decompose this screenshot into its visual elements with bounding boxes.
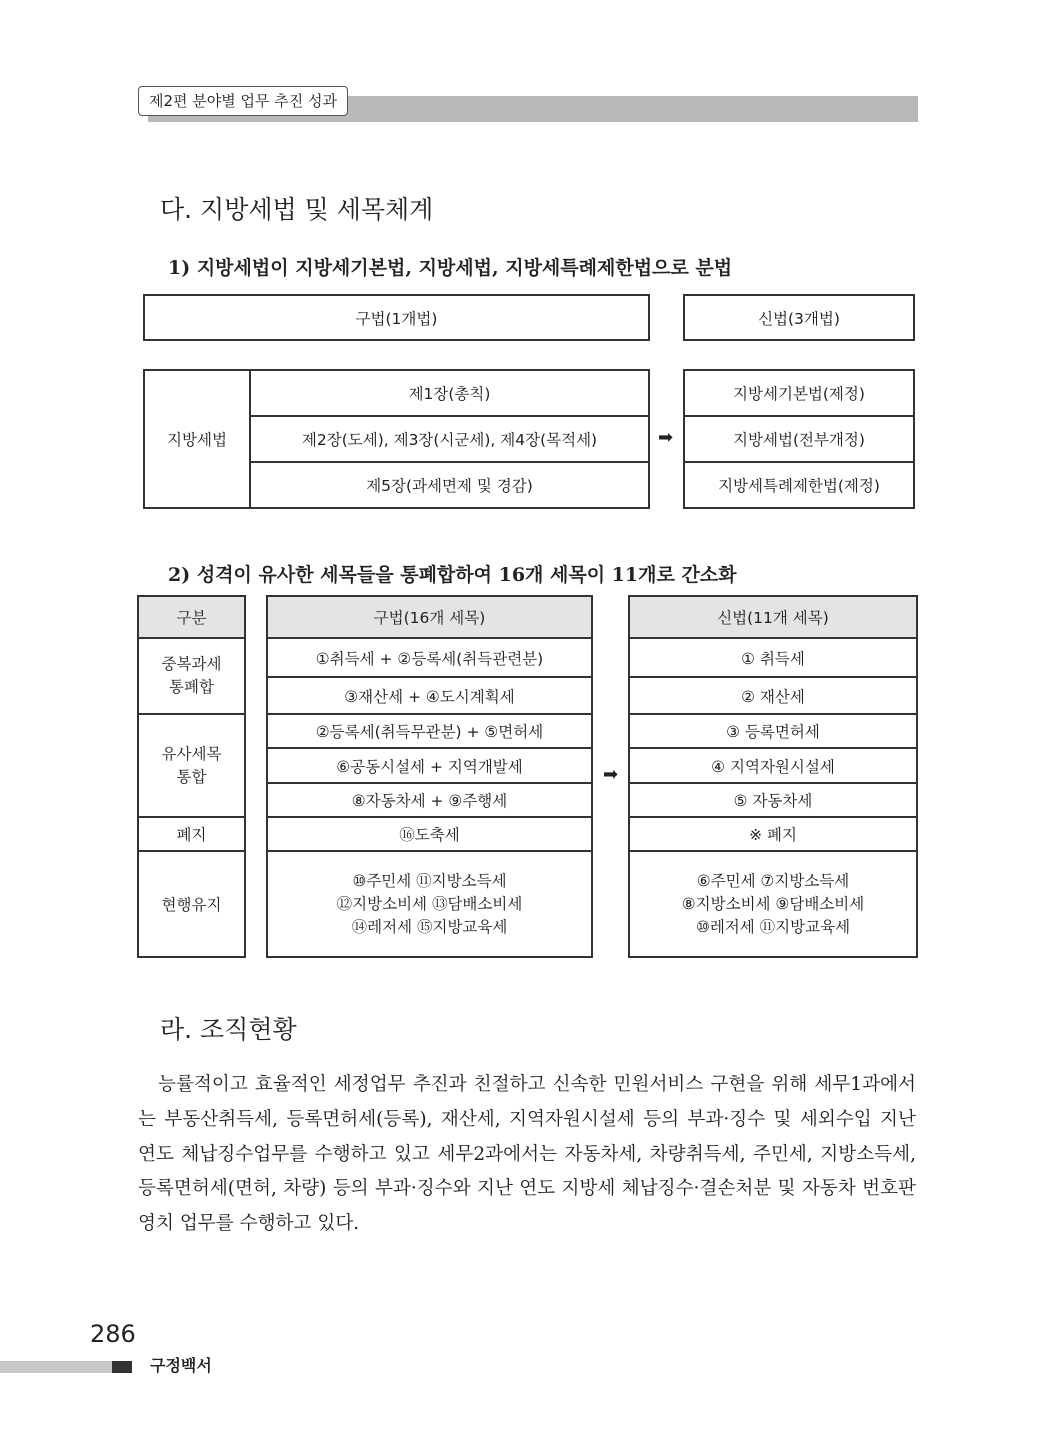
category-cell: 폐지: [138, 817, 245, 851]
table2-category-col: [137, 595, 246, 958]
new-tax-cell: ※ 폐지: [629, 817, 917, 851]
footer-square: [112, 1361, 132, 1373]
table1-old-body: [143, 369, 650, 509]
table2-old-col: [266, 595, 593, 958]
category-cell: 유사세목 통합: [138, 714, 245, 817]
old-tax-cell: ②등록세(취득무관분) + ⑤면허세: [267, 714, 592, 748]
arrow-right-icon: ➡: [658, 427, 674, 448]
new-tax-cell: ② 재산세: [629, 677, 917, 714]
new-row: 지방세기본법(제정): [684, 370, 914, 416]
row-label-local-tax-law: 지방세법: [144, 370, 250, 508]
table1-new-body: [683, 369, 915, 509]
new-tax-cell: ⑤ 자동차세: [629, 783, 917, 817]
old-row: 제1장(총칙): [250, 370, 649, 416]
table2-new-col: [628, 595, 918, 958]
footer-book-title: 구정백서: [150, 1356, 212, 1375]
old-row: 제2장(도세), 제3장(시군세), 제4장(목적세): [250, 416, 649, 462]
new-tax-header: 신법(11개 세목): [629, 596, 917, 638]
old-tax-cell: ⑧자동차세 + ⑨주행세: [267, 783, 592, 817]
category-cell: 중복과세 통폐합: [138, 638, 245, 714]
section-title-ra: 라. 조직현황: [160, 1015, 297, 1044]
section-title-da: 다. 지방세법 및 세목체계: [160, 195, 434, 224]
new-tax-cell: ③ 등록면허세: [629, 714, 917, 748]
old-tax-cell: ⑩주민세 ⑪지방소득세 ⑫지방소비세 ⑬담배소비세 ⑭레저세 ⑮지방교육세: [267, 851, 592, 957]
section-tab: 제2편 분야별 업무 추진 성과: [138, 86, 348, 116]
old-row: 제5장(과세면제 및 경감): [250, 462, 649, 508]
table1-old-header: [143, 294, 650, 341]
new-row: 지방세법(전부개정): [684, 416, 914, 462]
new-row: 지방세특례제한법(제정): [684, 462, 914, 508]
old-tax-cell: ①취득세 + ②등록세(취득관련분): [267, 638, 592, 677]
category-cell: 현행유지: [138, 851, 245, 957]
new-law-header: 신법(3개법): [684, 295, 914, 340]
page-number: 286: [90, 1320, 136, 1348]
table1-new-header: [683, 294, 915, 341]
old-tax-cell: ⑥공동시설세 + 지역개발세: [267, 748, 592, 783]
category-header: 구분: [138, 596, 245, 638]
arrow-right-icon: ➡: [603, 764, 619, 785]
subtitle-1: 1) 지방세법이 지방세기본법, 지방세법, 지방세특례제한법으로 분법: [168, 257, 733, 279]
new-tax-cell: ① 취득세: [629, 638, 917, 677]
body-paragraph: 능률적이고 효율적인 세정업무 추진과 친절하고 신속한 민원서비스 구현을 위해 세무1과에서는 부동산취득세, 등록면허세(등록), 재산세, 지역자원시설세 등의 부과·징수 및 세외수입 지난 연도 체납징수업무를 수행하고 있고 세무2과에서는 자동차세, 차량취득세, 주민세, 지방소득세, 등록면허세(면허, 차량) 등의 부과·징수와 지난 연도 지방세 체납징수·결손처분 및 자동차 번호판 영치 업무를 수행하고 있다.: [138, 1074, 916, 1235]
new-tax-cell: ④ 지역자원시설세: [629, 748, 917, 783]
subtitle-2: 2) 성격이 유사한 세목들을 통폐합하여 16개 세목이 11개로 간소화: [168, 564, 737, 586]
new-tax-cell: ⑥주민세 ⑦지방소득세 ⑧지방소비세 ⑨담배소비세 ⑩레저세 ⑪지방교육세: [629, 851, 917, 957]
old-tax-cell: ③재산세 + ④도시계획세: [267, 677, 592, 714]
footer-bar: [0, 1361, 112, 1373]
old-tax-cell: ⑯도축세: [267, 817, 592, 851]
old-tax-header: 구법(16개 세목): [267, 596, 592, 638]
old-law-header: 구법(1개법): [144, 295, 649, 340]
